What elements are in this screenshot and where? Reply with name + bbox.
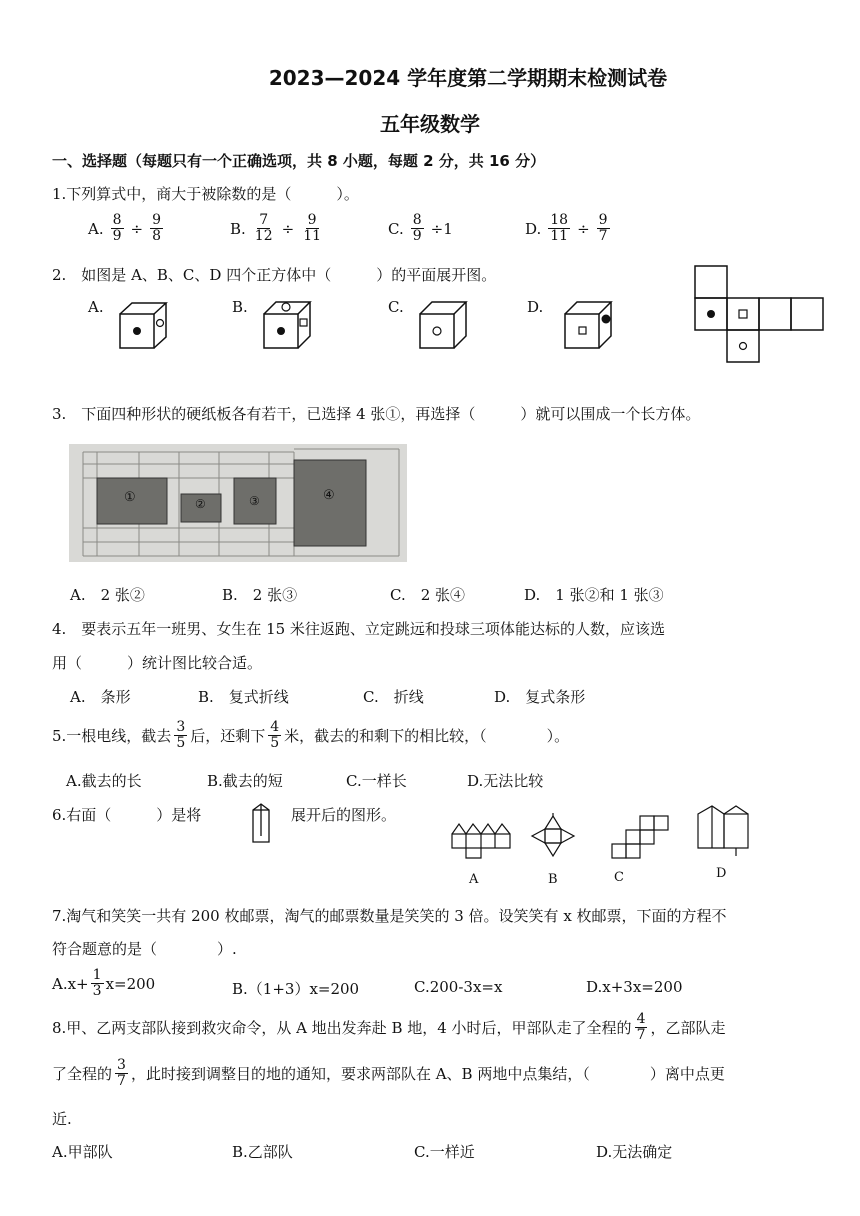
fraction: $\frac{1}{3}$ bbox=[92, 967, 102, 999]
shape-label-2: ② bbox=[195, 497, 206, 511]
q3-option-a[interactable]: A. 2 张② bbox=[70, 586, 145, 604]
q8-stem-line1 bbox=[52, 1012, 726, 1043]
q8-stem-line2 bbox=[52, 1058, 725, 1089]
fraction: $\frac{4}{7}$ bbox=[636, 1011, 646, 1043]
q1-option-d[interactable] bbox=[525, 213, 611, 244]
exam-subtitle: 五年级数学 bbox=[380, 112, 480, 136]
q3-stem: 3. 下面四种形状的硬纸板各有若干，已选择 4 张①，再选择（ ）就可以围成一个长方体。 bbox=[52, 405, 701, 423]
q1-option-b[interactable] bbox=[230, 213, 324, 244]
exam-title: 2023—2024 学年度第二学期期末检测试卷 bbox=[268, 66, 668, 90]
stem-text: ，乙部队走 bbox=[650, 1019, 726, 1037]
q8-stem-line3: 近. bbox=[52, 1110, 72, 1128]
option-text: x=200 bbox=[105, 974, 156, 993]
q4-option-c[interactable]: C. 折线 bbox=[363, 688, 424, 706]
q7-stem-line2: 符合题意的是（ ）. bbox=[52, 940, 237, 958]
q4-option-a[interactable]: A. 条形 bbox=[70, 688, 131, 706]
q3-option-b[interactable]: B. 2 张③ bbox=[222, 586, 298, 604]
q2-option-b-letter[interactable]: B. bbox=[232, 298, 248, 316]
net-label-d: D bbox=[716, 866, 727, 881]
q7-stem-line1: 7.淘气和笑笑一共有 200 枚邮票，淘气的邮票数量是笑笑的 3 倍。设笑笑有 x 枚邮票，下面的方程不 bbox=[52, 907, 727, 925]
q6-stem-post: 展开后的图形。 bbox=[291, 806, 397, 824]
stem-text: 米，截去的和剩下的相比较，（ ）。 bbox=[284, 727, 570, 745]
stem-text: ，此时接到调整目的地的通知，要求两部队在 A、B 两地中点集结，（ ）离中点更 bbox=[130, 1065, 725, 1083]
q5-option-b[interactable]: B.截去的短 bbox=[207, 772, 283, 790]
q3-option-d[interactable]: D. 1 张②和 1 张③ bbox=[524, 586, 664, 604]
q7-option-d[interactable]: D.x+3x=200 bbox=[586, 978, 683, 996]
option-letter: A. bbox=[88, 219, 104, 238]
operator: ÷1 bbox=[430, 219, 453, 238]
net-option-d-figure[interactable] bbox=[696, 804, 752, 860]
fraction: $\frac{9}{8}$ bbox=[152, 212, 162, 244]
q2-option-c-letter[interactable]: C. bbox=[388, 298, 404, 316]
triangular-prism-icon bbox=[250, 802, 272, 846]
stem-text: 了全程的 bbox=[52, 1065, 113, 1083]
q6-stem-pre: 6.右面（ ）是将 bbox=[52, 806, 202, 824]
q2-option-a-letter[interactable]: A. bbox=[88, 298, 104, 316]
q4-stem-line2: 用（ ）统计图比较合适。 bbox=[52, 654, 263, 672]
fraction: $\frac{9}{7}$ bbox=[598, 212, 608, 244]
option-text: A.x+ bbox=[52, 974, 89, 993]
q4-option-d[interactable]: D. 复式条形 bbox=[494, 688, 586, 706]
q3-option-c[interactable]: C. 2 张④ bbox=[390, 586, 466, 604]
q5-option-d[interactable]: D.无法比较 bbox=[467, 772, 544, 790]
q4-stem-line1: 4. 要表示五年一班男、女生在 15 米往返跑、立定跳远和投球三项体能达标的人数，应该选 bbox=[52, 620, 665, 638]
fraction: $\frac{8}{9}$ bbox=[412, 212, 422, 244]
cube-a-figure[interactable] bbox=[118, 300, 170, 350]
q7-option-c[interactable]: C.200-3x=x bbox=[414, 978, 503, 996]
shape-label-4: ④ bbox=[323, 488, 335, 503]
fraction: $\frac{3}{5}$ bbox=[176, 719, 186, 751]
net-option-a-figure[interactable] bbox=[450, 820, 512, 860]
q1-option-a[interactable] bbox=[88, 213, 164, 244]
option-letter: D. bbox=[525, 219, 542, 238]
q5-option-c[interactable]: C.一样长 bbox=[346, 772, 407, 790]
net-label-c: C bbox=[614, 870, 624, 885]
net-option-c-figure[interactable] bbox=[610, 814, 670, 860]
fraction: $\frac{3}{7}$ bbox=[117, 1057, 126, 1089]
stem-text: 后，还剩下 bbox=[190, 727, 266, 745]
net-option-b-figure[interactable] bbox=[528, 813, 580, 861]
shape-label-1: ① bbox=[124, 490, 136, 505]
operator: ÷ bbox=[577, 219, 590, 238]
cube-c-figure[interactable] bbox=[418, 298, 470, 350]
option-letter: C. bbox=[388, 219, 404, 238]
cube-net-figure bbox=[694, 265, 826, 363]
fraction: $\frac{4}{5}$ bbox=[270, 719, 280, 751]
q2-stem: 2. 如图是 A、B、C、D 四个正方体中（ ）的平面展开图。 bbox=[52, 266, 497, 284]
q8-option-d[interactable]: D.无法确定 bbox=[596, 1143, 673, 1161]
stem-text: 8.甲、乙两支部队接到救灾命令，从 A 地出发奔赴 B 地，4 小时后，甲部队走了全程的 bbox=[52, 1019, 632, 1037]
operator: ÷ bbox=[130, 219, 144, 238]
net-label-b: B bbox=[548, 872, 558, 887]
q1-option-c[interactable] bbox=[388, 213, 453, 244]
section-heading: 一、选择题（每题只有一个正确选项，共 8 小题，每题 2 分，共 16 分） bbox=[52, 152, 546, 170]
fraction: $\frac{8}{9}$ bbox=[112, 212, 122, 244]
q1-stem: 1.下列算式中，商大于被除数的是（ ）。 bbox=[52, 185, 359, 203]
option-letter: B. bbox=[230, 219, 246, 238]
cube-d-figure[interactable] bbox=[563, 298, 617, 350]
cube-b-figure[interactable] bbox=[262, 298, 314, 350]
fraction: $\frac{9}{11}$ bbox=[303, 212, 322, 244]
operator: ÷ bbox=[281, 219, 295, 238]
shape-label-3: ③ bbox=[249, 494, 260, 508]
q7-option-a[interactable] bbox=[52, 968, 155, 999]
fraction: $\frac{18}{11}$ bbox=[550, 212, 569, 244]
cardboard-grid-figure bbox=[69, 444, 407, 562]
q5-option-a[interactable]: A.截去的长 bbox=[66, 772, 142, 790]
net-label-a: A bbox=[469, 872, 479, 887]
q4-option-b[interactable]: B. 复式折线 bbox=[198, 688, 289, 706]
q5-stem bbox=[52, 720, 569, 751]
q7-option-b[interactable]: B.（1+3）x=200 bbox=[232, 980, 360, 998]
q8-option-c[interactable]: C.一样近 bbox=[414, 1143, 475, 1161]
fraction: $\frac{7}{12}$ bbox=[254, 212, 273, 244]
q8-option-a[interactable]: A.甲部队 bbox=[52, 1143, 113, 1161]
q8-option-b[interactable]: B.乙部队 bbox=[232, 1143, 293, 1161]
stem-text: 5.一根电线，截去 bbox=[52, 727, 172, 745]
q2-option-d-letter[interactable]: D. bbox=[527, 298, 544, 316]
